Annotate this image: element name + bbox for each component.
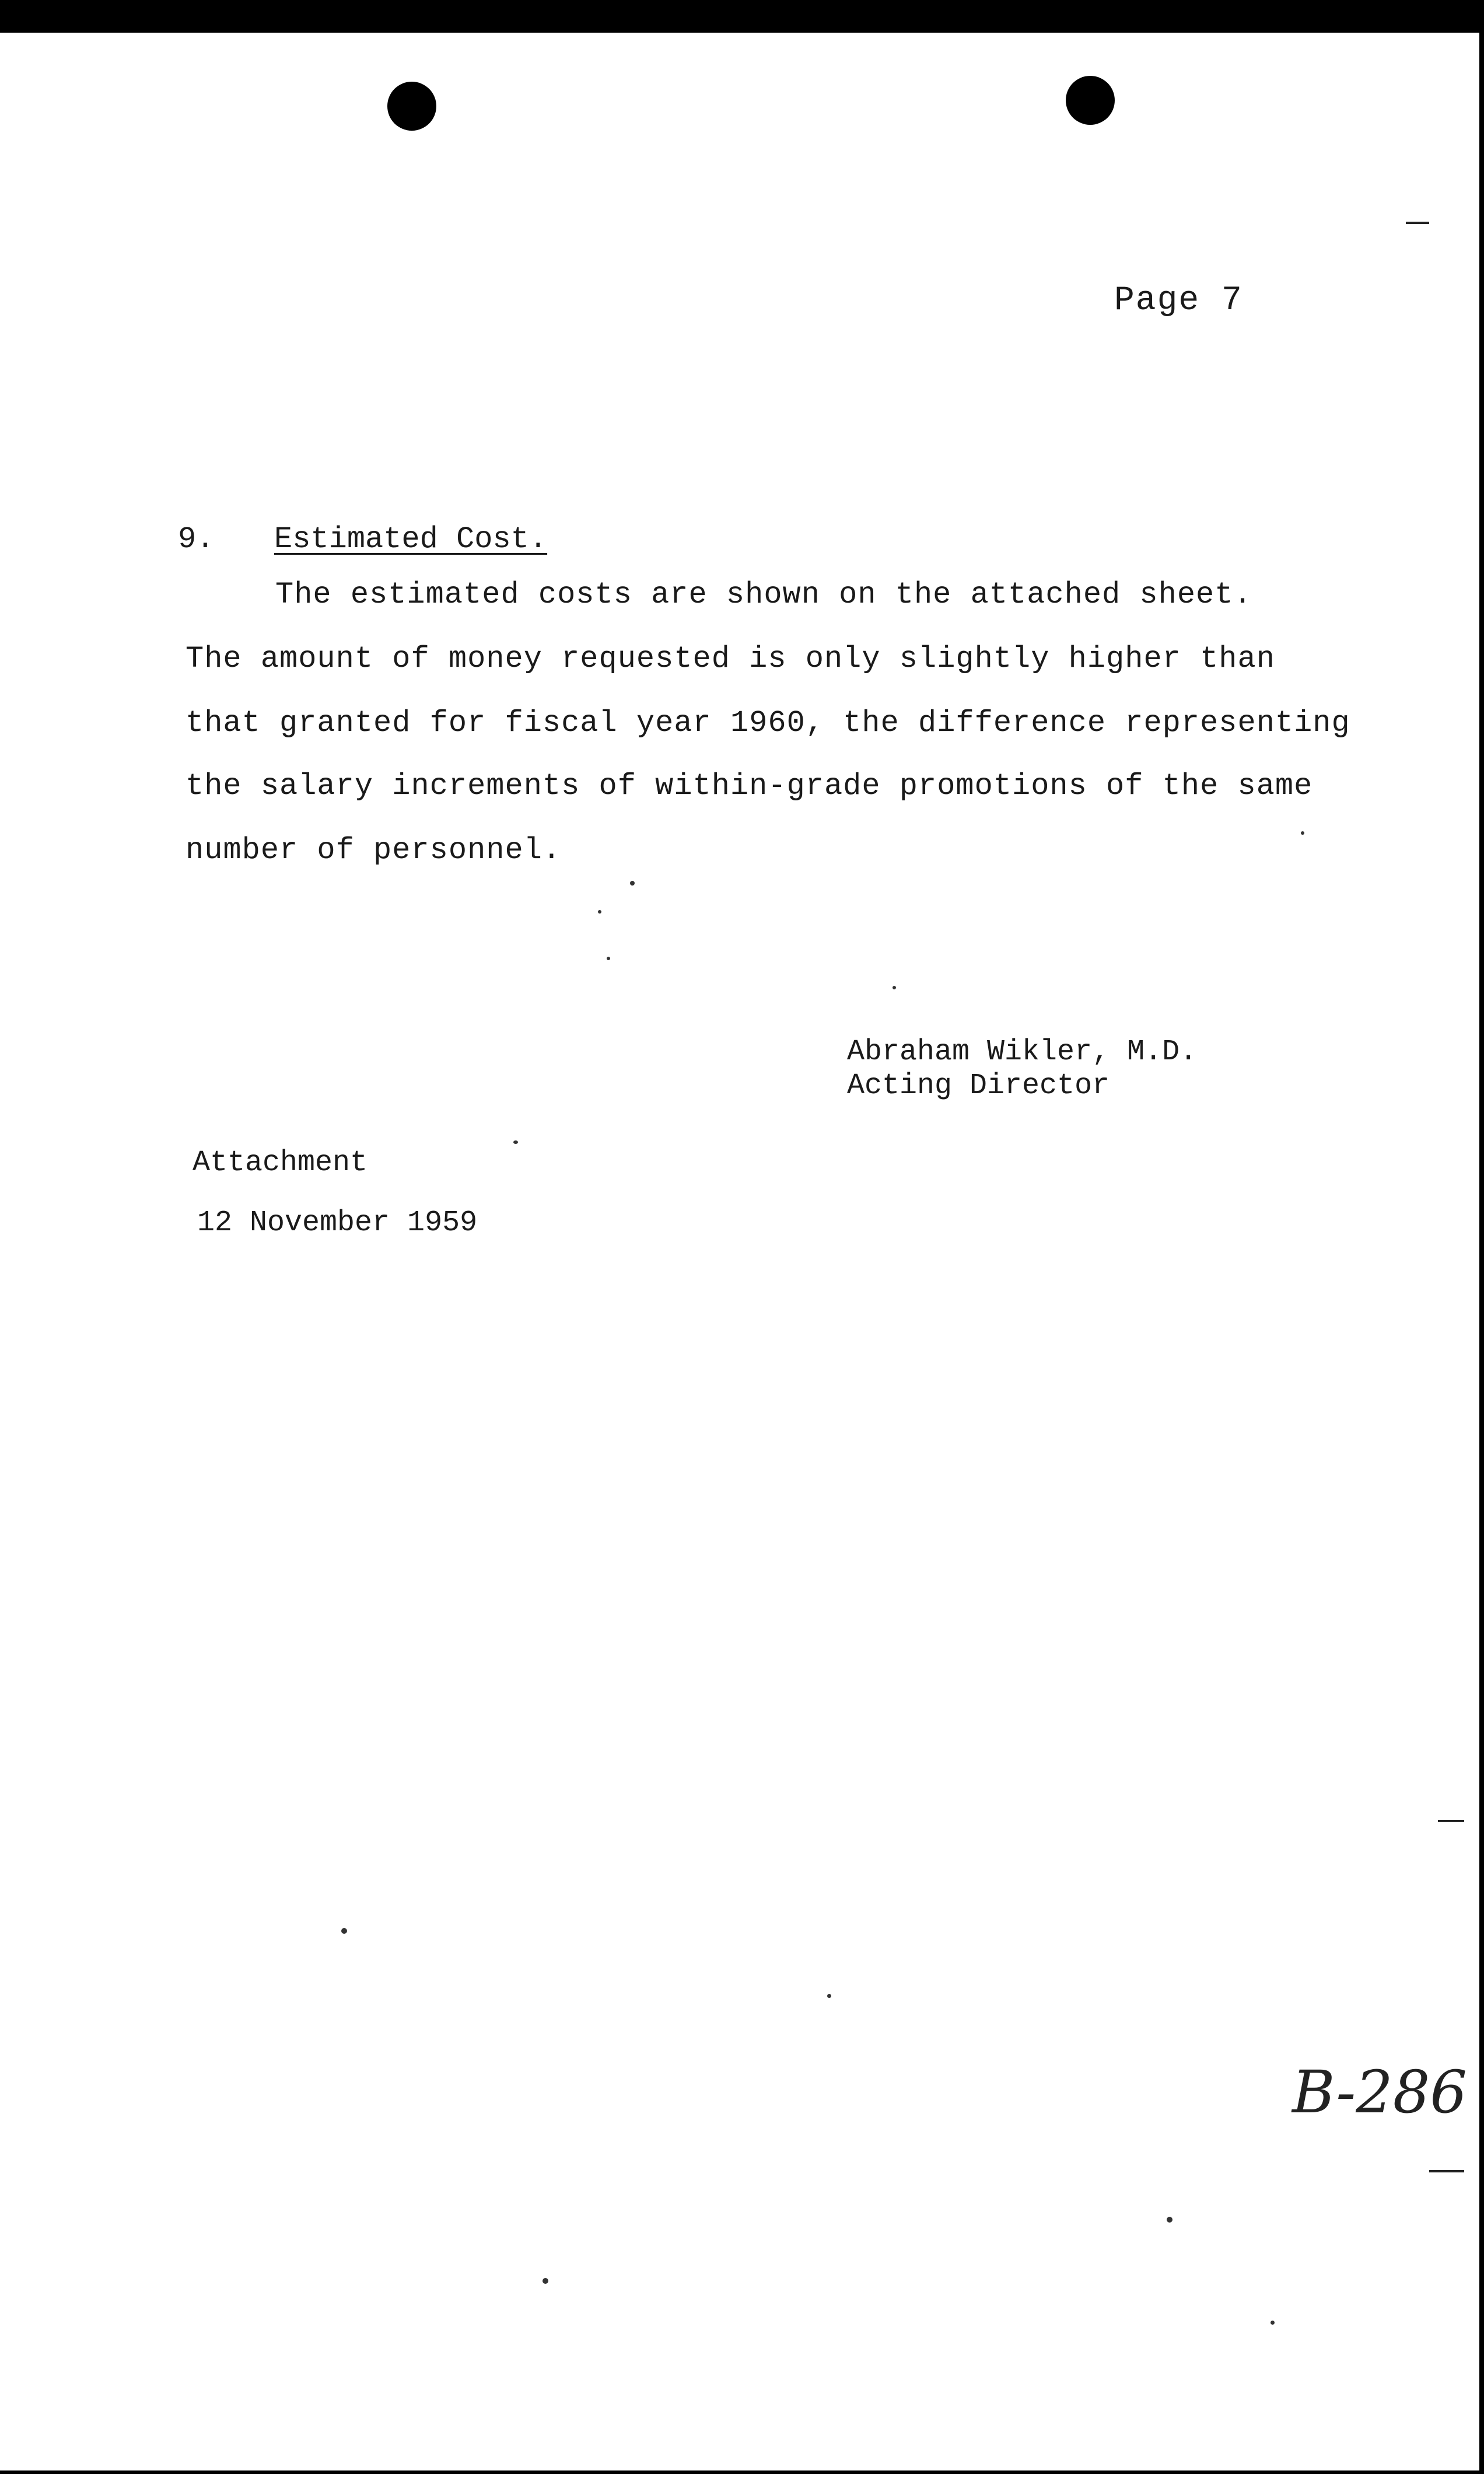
punch-hole-right bbox=[1066, 76, 1115, 125]
scan-speck bbox=[513, 1140, 518, 1144]
scan-speck bbox=[1301, 831, 1304, 835]
scan-mark bbox=[1438, 1820, 1464, 1822]
scan-speck bbox=[1167, 2217, 1172, 2223]
scan-speck bbox=[892, 986, 896, 989]
scan-speck bbox=[607, 957, 610, 960]
scan-speck bbox=[827, 1994, 831, 1998]
attachment-label: Attachment bbox=[192, 1146, 368, 1180]
scan-speck bbox=[341, 1928, 347, 1934]
body-line: The estimated costs are shown on the attached sheet. bbox=[275, 578, 1252, 612]
section-heading bbox=[178, 522, 547, 557]
body-line: the salary increments of within-grade promotions of the same bbox=[186, 769, 1313, 803]
scan-bottom-border bbox=[0, 2470, 1484, 2474]
document-date: 12 November 1959 bbox=[197, 1206, 478, 1240]
scan-speck bbox=[542, 2278, 548, 2284]
signatory-title: Acting Director bbox=[847, 1069, 1110, 1103]
signatory-name: Abraham Wikler, M.D. bbox=[847, 1035, 1198, 1069]
body-line: number of personnel. bbox=[186, 833, 562, 867]
scan-mark bbox=[1429, 2170, 1464, 2172]
body-line: The amount of money requested is only slightly higher than bbox=[186, 642, 1275, 676]
scan-right-border bbox=[1479, 33, 1484, 2474]
section-number: 9. bbox=[178, 522, 215, 557]
scan-top-border bbox=[0, 0, 1484, 33]
scan-speck bbox=[630, 881, 635, 886]
scan-speck bbox=[1270, 2321, 1275, 2325]
section-title: Estimated Cost. bbox=[274, 522, 548, 557]
page-number: Page 7 bbox=[1114, 282, 1243, 320]
scan-mark bbox=[1406, 222, 1429, 224]
punch-hole-left bbox=[387, 82, 436, 131]
body-line: that granted for fiscal year 1960, the difference representing bbox=[186, 706, 1350, 740]
signature-block bbox=[847, 1035, 1197, 1103]
handwritten-reference-number: B-286 bbox=[1292, 2058, 1467, 2126]
scan-speck bbox=[598, 910, 601, 914]
